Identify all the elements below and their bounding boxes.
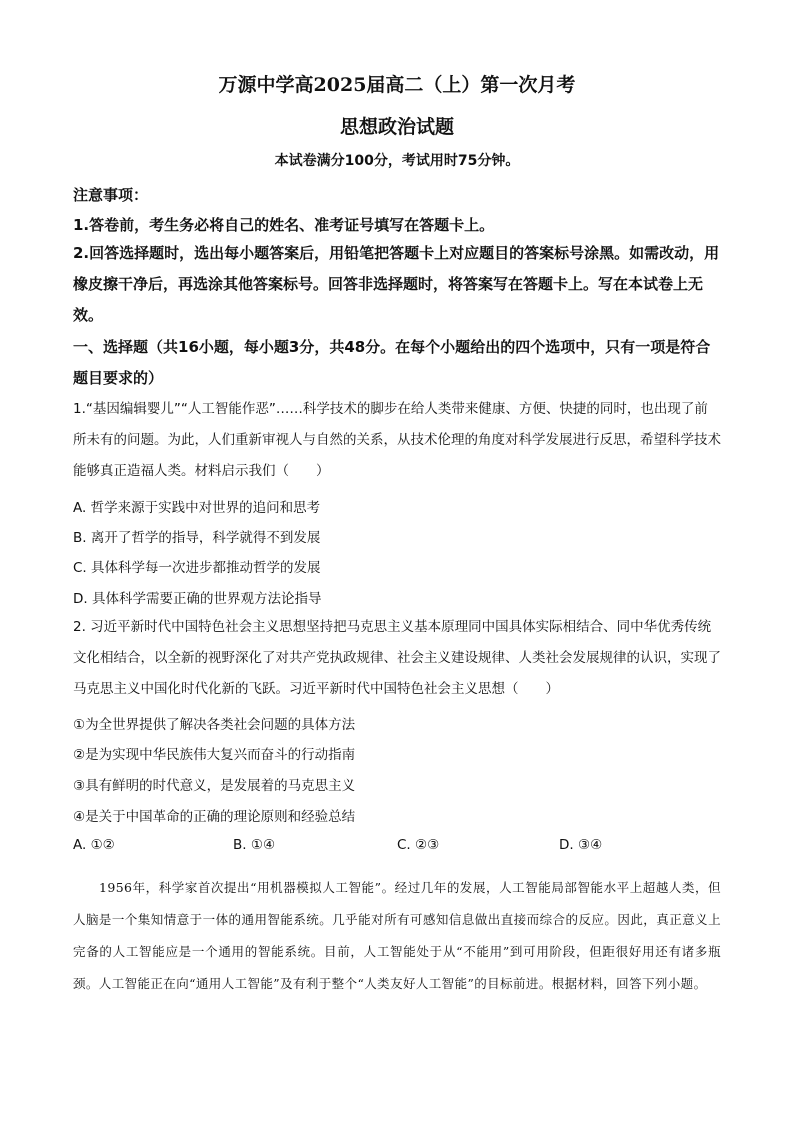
question-2-statement-4: ④是关于中国革命的正确的理论原则和经验总结 <box>73 809 356 825</box>
question-2-statement-2: ②是为实现中华民族伟大复兴而奋斗的行动指南 <box>73 747 356 763</box>
question-1-option-b: B. 离开了哲学的指导，科学就得不到发展 <box>73 530 321 546</box>
question-2-option-b: B. ①④ <box>233 837 276 853</box>
notes-heading: 注意事项： <box>73 186 149 204</box>
notes-item-1: 1.答卷前，考生务必将自己的姓名、准考证号填写在答题卡上。 <box>73 216 495 234</box>
exam-title: 万源中学高2025届高二（上）第一次月考 <box>218 74 576 96</box>
question-2-stem: 2. 习近平新时代中国特色社会主义思想坚持把马克思主义基本原理同中国具体实际相结合、同中华优秀传统文化相结合，以全新的视野深化了对共产党执政规律、社会主义建设规律、人类社会发展规律的认识，实现了马克思主义中国化时代化新的飞跃。习近平新时代中国特色社会主义思想（ ） <box>73 619 721 697</box>
question-1-option-d: D. 具体科学需要正确的世界观方法论指导 <box>73 591 322 607</box>
question-2-statement-1: ①为全世界提供了解决各类社会问题的具体方法 <box>73 717 356 733</box>
question-2-statement-3: ③具有鲜明的时代意义，是发展着的马克思主义 <box>73 778 356 794</box>
question-2-options <box>73 837 721 857</box>
section-1-heading: 一、选择题（共16小题，每小题3分，共48分。在每个小题给出的四个选项中，只有一项是符合题目要求的） <box>73 338 711 387</box>
question-1-option-c: C. 具体科学每一次进步都推动哲学的发展 <box>73 560 321 576</box>
material-passage: 1956年，科学家首次提出“用机器模拟人工智能”。经过几年的发展，人工智能局部智能水平上超越人类，但人脑是一个集知情意于一体的通用智能系统。几乎能对所有可感知信息做出直接而综合的反应。因此，真正意义上完备的人工智能应是一个通用的智能系统。目前，人工智能处于从“不能用”到可用阶段，但距很好用还有诸多瓶颈。人工智能正在向“通用人工智能”及有利于整个“人类友好人工智能”的目标前进。根据材料，回答下列小题。 <box>73 880 721 991</box>
notes-item-2: 2.回答选择题时，选出每小题答案后，用铅笔把答题卡上对应题目的答案标号涂黑。如需改动，用橡皮擦干净后，再选涂其他答案标号。回答非选择题时，将答案写在答题卡上。写在本试卷上无效。 <box>73 244 720 324</box>
question-2-option-a: A. ①② <box>73 837 115 853</box>
exam-info: 本试卷满分100分，考试用时75分钟。 <box>274 153 520 169</box>
question-2-option-c: C. ②③ <box>397 837 440 853</box>
question-2-option-d: D. ③④ <box>559 837 603 853</box>
exam-subtitle: 思想政治试题 <box>339 116 454 138</box>
question-1-option-a: A. 哲学来源于实践中对世界的追问和思考 <box>73 500 321 516</box>
question-1-stem: 1.“基因编辑婴儿”“人工智能作恶”……科学技术的脚步在给人类带来健康、方便、快捷的同时，也出现了前所未有的问题。为此，人们重新审视人与自然的关系，从技术伦理的角度对科学发展进行反思，希望科学技术能够真正造福人类。材料启示我们（ ） <box>73 401 721 479</box>
